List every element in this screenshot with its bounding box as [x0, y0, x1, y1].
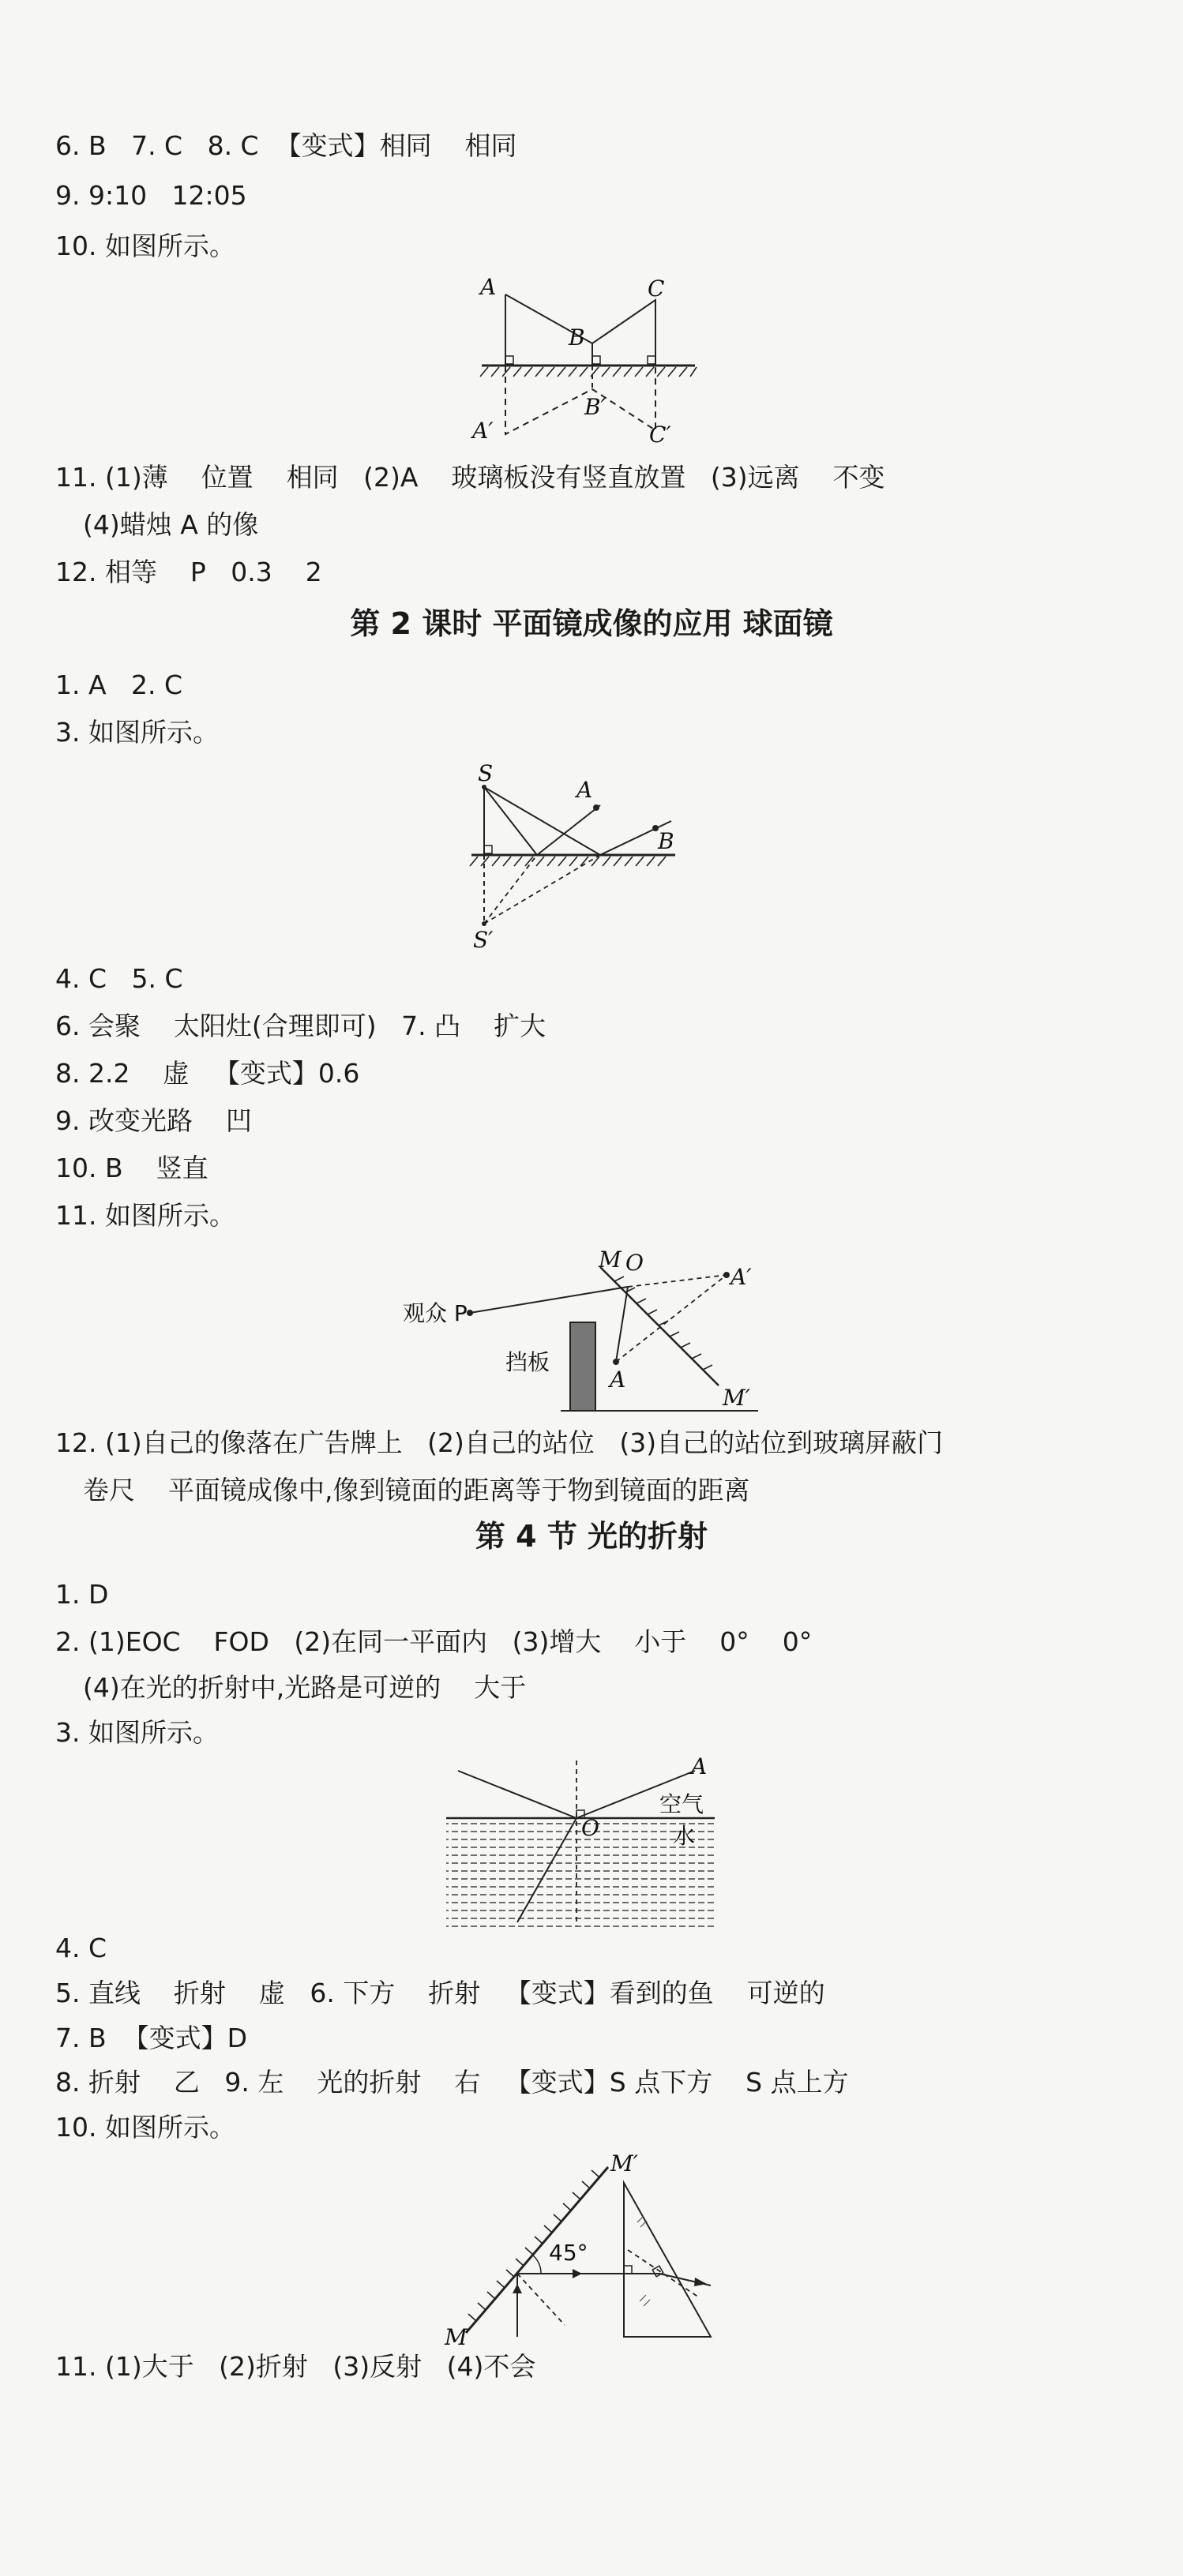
answer-line-3c: 3. 如图所示。 [55, 1717, 219, 1748]
figure-audience-mirror [403, 1243, 766, 1425]
label-board: 挡板 [505, 1349, 550, 1375]
label-A: A [610, 1367, 626, 1393]
label-S: S [478, 762, 494, 786]
answer-line-12b: 12. (1)自己的像落在广告牌上 (2)自己的站位 (3)自己的站位到玻璃屏蔽门 [55, 1427, 944, 1458]
answer-line-4c: 4. C [55, 1933, 107, 1963]
label-M: M [599, 1247, 622, 1273]
answer-line-9b: 9. 改变光路 凹 [55, 1105, 252, 1136]
label-air: 空气 [659, 1791, 704, 1817]
answer-line-10: 10. 如图所示。 [55, 231, 235, 261]
label-M: M [445, 2324, 468, 2349]
label-A-prime: A′ [730, 1264, 752, 1290]
answer-line-5-6c: 5. 直线 折射 虚 6. 下方 折射 【变式】看到的鱼 可逆的 [55, 1978, 825, 2008]
label-O: O [581, 1815, 599, 1841]
answer-line-12: 12. 相等 P 0.3 2 [55, 557, 322, 587]
label-water: 水 [673, 1823, 696, 1849]
answer-line-1-2: 1. A 2. C [55, 669, 183, 700]
label-B: B [658, 828, 674, 854]
answer-line-6-8: 6. B 7. C 8. C 【变式】相同 相同 [55, 130, 517, 161]
label-B: B [569, 324, 585, 351]
figure-mirror-abc [466, 272, 719, 450]
figure-mirror-prism [430, 2143, 746, 2349]
label-A: A [691, 1757, 708, 1779]
answer-line-11-4: (4)蜡烛 A 的像 [83, 509, 259, 540]
answer-line-2c-4: (4)在光的折射中,光路是可逆的 大于 [83, 1672, 527, 1703]
answer-line-10c: 10. 如图所示。 [55, 2112, 235, 2143]
figure-mirror-s [462, 762, 699, 951]
label-M-prime: M′ [610, 2150, 639, 2177]
answer-line-7c: 7. B 【变式】D [55, 2023, 248, 2053]
label-angle-45: 45° [549, 2240, 588, 2266]
section-title-lesson-2: 第 2 课时 平面镜成像的应用 球面镜 [350, 606, 833, 641]
answer-line-8-9c: 8. 折射 乙 9. 左 光的折射 右 【变式】S 点下方 S 点上方 [55, 2067, 849, 2098]
answer-line-10b: 10. B 竖直 [55, 1153, 208, 1183]
answer-line-2c: 2. (1)EOC FOD (2)在同一平面内 (3)增大 小于 0° 0° [55, 1626, 813, 1657]
answer-line-8: 8. 2.2 虚 【变式】0.6 [55, 1058, 360, 1089]
label-B-prime: B′ [584, 394, 606, 420]
answer-line-11b: 11. 如图所示。 [55, 1200, 235, 1231]
label-C: C [648, 276, 665, 302]
label-O: O [625, 1250, 644, 1276]
figure-refraction-air-water [442, 1757, 727, 1938]
section-title-section-4: 第 4 节 光的折射 [475, 1519, 708, 1554]
answer-line-1c: 1. D [55, 1579, 109, 1610]
label-C-prime: C′ [649, 422, 671, 448]
answer-line-6-7: 6. 会聚 太阳灶(合理即可) 7. 凸 扩大 [55, 1011, 546, 1041]
answer-line-11c: 11. (1)大于 (2)折射 (3)反射 (4)不会 [55, 2351, 536, 2382]
answer-line-11: 11. (1)薄 位置 相同 (2)A 玻璃板没有竖直放置 (3)远离 不变 [55, 462, 885, 493]
label-A-prime: A′ [472, 418, 494, 444]
label-M-prime: M′ [723, 1385, 751, 1411]
answer-line-3: 3. 如图所示。 [55, 717, 219, 748]
answer-line-9: 9. 9:10 12:05 [55, 180, 247, 211]
label-audience-P: 观众 P [403, 1300, 468, 1326]
label-A: A [480, 274, 497, 300]
answer-line-12b-cont: 卷尺 平面镜成像中,像到镜面的距离等于物到镜面的距离 [83, 1475, 750, 1505]
label-A: A [576, 777, 593, 803]
answer-line-4-5: 4. C 5. C [55, 963, 183, 994]
label-S-prime: S′ [473, 927, 494, 951]
